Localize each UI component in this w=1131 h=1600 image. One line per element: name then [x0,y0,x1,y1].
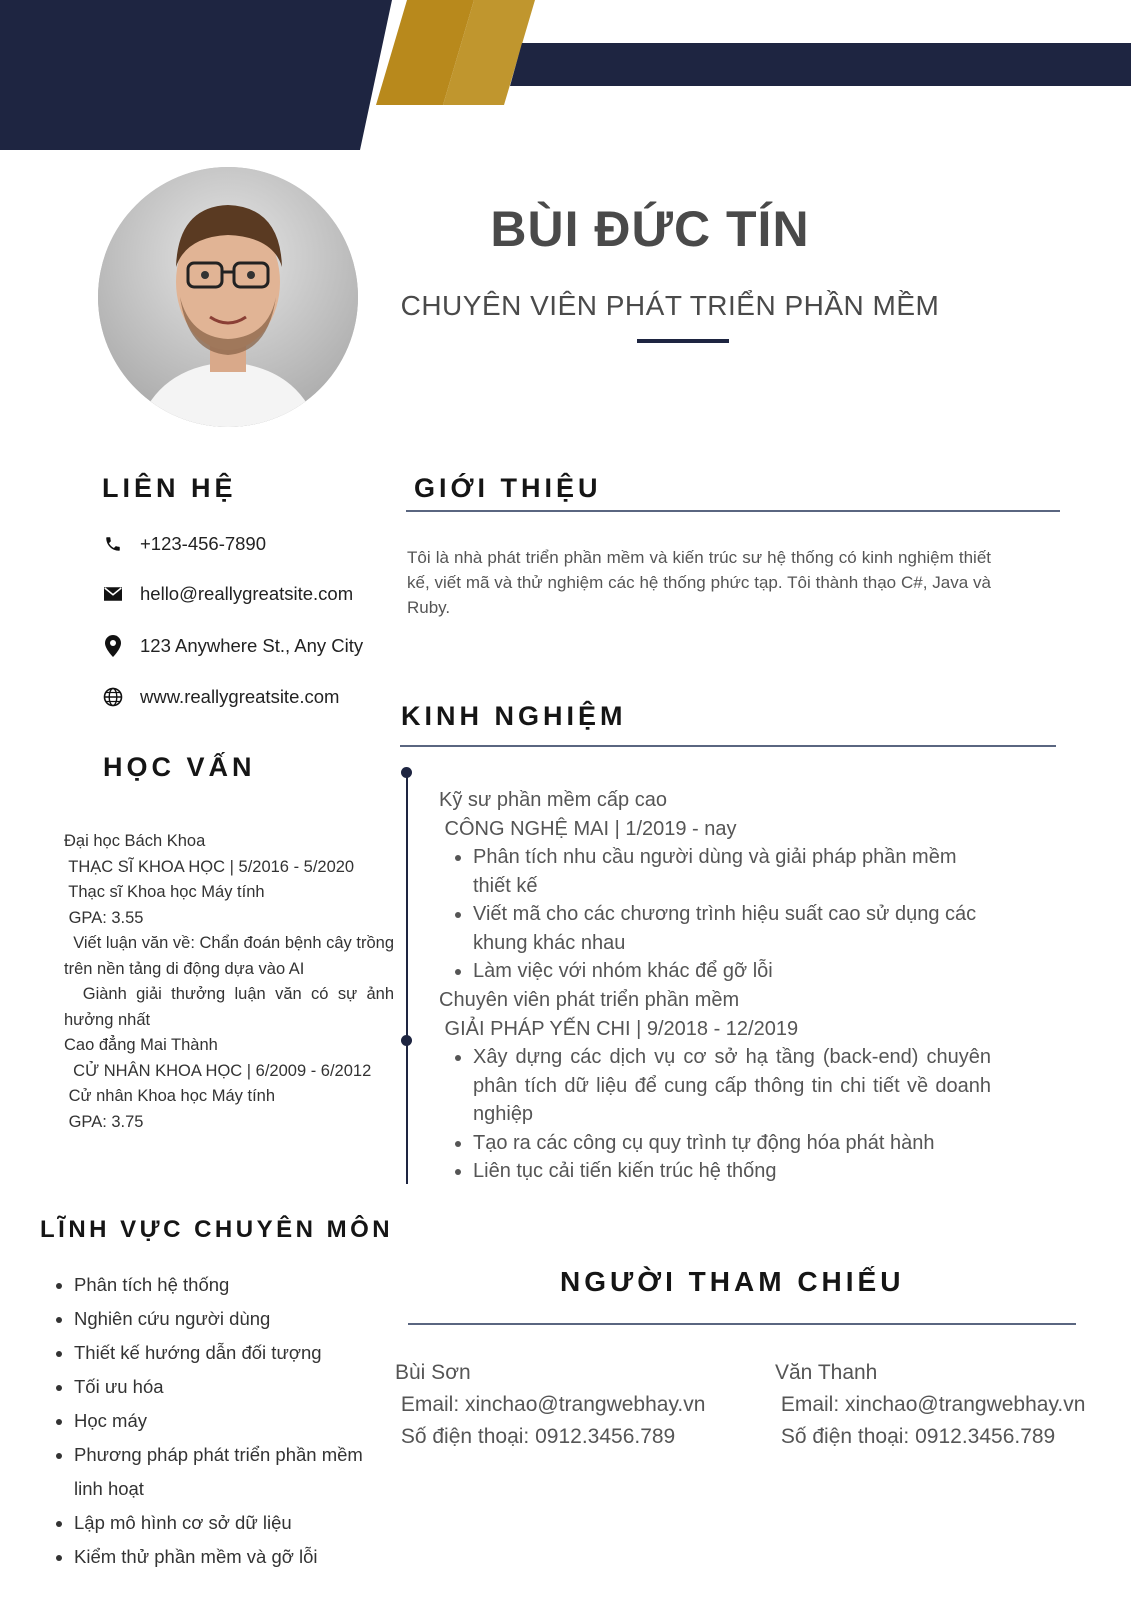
contact-phone-text: +123-456-7890 [140,533,267,554]
reference-person-1 [395,1357,755,1453]
skill-item: • Phân tích hệ thống [74,1268,388,1302]
intro-rule [406,510,1060,512]
phone-icon [102,533,124,555]
education-thesis: Viết luận văn về: Chẩn đoán bệnh cây trồng trên nền tảng di động dựa vào AI [64,934,399,978]
job-company: GIẢI PHÁP YẾN CHI | 9/2018 - 12/2019 [439,1017,799,1040]
skills-heading: LĨNH VỰC CHUYÊN MÔN [40,1216,394,1243]
education-degree-2: CỬ NHÂN KHOA HỌC | 6/2009 - 6/2012 [64,1061,372,1080]
timeline-dot [401,767,412,778]
education-major-2: Cử nhân Khoa học Máy tính [64,1087,276,1105]
education-major-1: Thạc sĩ Khoa học Máy tính [64,883,265,901]
skill-item: • Kiểm thử phần mềm và gỡ lỗi [74,1540,388,1574]
skill-item: • Phương pháp phát triển phần mềm linh hoạt [74,1438,388,1506]
skill-item: • Lập mô hình cơ sở dữ liệu [74,1506,388,1540]
experience-job-1 [439,786,991,986]
timeline-dot [401,1035,412,1046]
contact-address-text: 123 Anywhere St., Any City [140,635,364,656]
contact-heading: LIÊN HỆ [102,473,237,503]
education-block [64,829,399,1135]
person-name: BÙI ĐỨC TÍN [490,201,810,257]
job-company: CÔNG NGHỆ MAI | 1/2019 - nay [439,817,737,840]
education-gpa-1: GPA: 3.55 [64,908,144,927]
reference-name: Văn Thanh [775,1361,878,1384]
job-bullet: • Làm việc với nhóm khác để gỡ lỗi [473,957,991,986]
experience-timeline [406,771,408,1184]
reference-email[interactable]: Email: xinchao@trangwebhay.vn [775,1393,1086,1416]
job-role: Kỹ sư phần mềm cấp cao [439,789,667,811]
reference-phone: Số điện thoại: 0912.3456.789 [395,1425,676,1448]
contact-website-text[interactable]: www.reallygreatsite.com [140,686,340,707]
job-role: Chuyên viên phát triển phần mềm [439,989,740,1011]
job-bullet: • Viết mã cho các chương trình hiệu suất cao sử dụng các khung khác nhau [473,900,991,957]
globe-icon [102,686,124,708]
location-pin-icon [102,635,124,657]
experience-job-2 [439,986,991,1186]
intro-heading: GIỚI THIỆU [414,473,602,503]
experience-heading: KINH NGHIỆM [401,701,627,731]
contact-address [102,633,402,659]
reference-email[interactable]: Email: xinchao@trangwebhay.vn [395,1393,706,1416]
profile-photo [98,167,358,427]
contact-email-text[interactable]: hello@reallygreatsite.com [140,583,354,604]
navy-banner-right [510,43,1131,86]
references-heading: NGƯỜI THAM CHIẾU [560,1266,905,1297]
title-underline [637,339,729,343]
job-title: CHUYÊN VIÊN PHÁT TRIỂN PHẦN MỀM [400,290,940,321]
education-school-2: Cao đẳng Mai Thành [64,1036,218,1054]
education-award: Giành giải thưởng luận văn có sự ảnh hưởng nhất [64,985,399,1029]
job-bullet: • Liên tục cải tiến kiến trúc hệ thống [473,1157,991,1186]
contact-phone [102,531,402,557]
education-gpa-2: GPA: 3.75 [64,1112,144,1131]
job-bullet: • Xây dựng các dịch vụ cơ sở hạ tầng (back-end) chuyên phân tích dữ liệu để cung cấp thông tin chi tiết về doanh nghiệp [473,1043,991,1129]
reference-person-2 [775,1357,1125,1453]
reference-phone: Số điện thoại: 0912.3456.789 [775,1425,1056,1448]
experience-rule [400,745,1056,747]
skill-item: • Nghiên cứu người dùng [74,1302,388,1336]
contact-website [102,684,402,710]
intro-text: Tôi là nhà phát triển phần mềm và kiến trúc sư hệ thống có kinh nghiệm thiết kế, viết mã và thử nghiệm các hệ thống phức tạp. Tôi thành thạo C#, Java và Ruby. [407,548,991,617]
contact-email [102,581,402,607]
header-decoration [0,0,1131,160]
education-heading: HỌC VẤN [103,752,256,782]
job-bullet: • Phân tích nhu cầu người dùng và giải pháp phần mềm thiết kế [473,843,991,900]
skill-item: • Học máy [74,1404,388,1438]
references-rule [408,1323,1076,1325]
skill-item: • Thiết kế hướng dẫn đối tượng [74,1336,388,1370]
navy-banner-left [0,0,392,150]
education-degree-1: THẠC SĨ KHOA HỌC | 5/2016 - 5/2020 [64,857,355,876]
skill-item: • Tối ưu hóa [74,1370,388,1404]
job-bullet: • Tạo ra các công cụ quy trình tự động hóa phát hành [473,1129,991,1158]
education-school-1: Đại học Bách Khoa [64,832,206,850]
email-icon [102,583,124,605]
reference-name: Bùi Sơn [395,1361,471,1384]
skills-list [48,1268,388,1574]
